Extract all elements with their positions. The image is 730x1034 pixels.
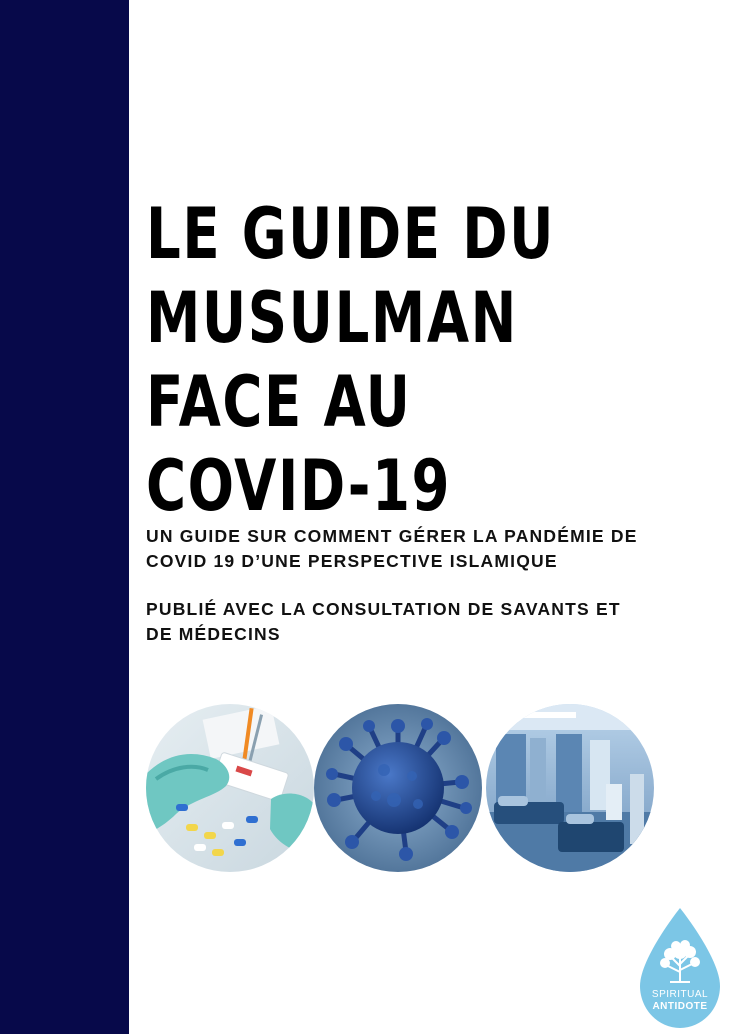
title-line-4: COVID-19 [146, 445, 452, 527]
lab-test-photo [146, 704, 314, 872]
consultation-line-1: PUBLIÉ AVEC LA CONSULTATION DE SAVANTS ET [146, 599, 621, 619]
logo-text-antidote: ANTIDOTE [652, 1001, 708, 1012]
title-line-1: LE GUIDE DU [146, 193, 556, 275]
cover-title [146, 192, 583, 528]
title-line-3: FACE AU [146, 361, 412, 443]
navy-side-bar [0, 0, 129, 1034]
subtitle-line-1: UN GUIDE SUR COMMENT GÉRER LA PANDÉMIE DE [146, 526, 638, 546]
logo-text-spiritual: SPIRITUAL [651, 989, 709, 1000]
title-line-2: MUSULMAN [146, 277, 518, 359]
spiritual-antidote-logo [636, 906, 724, 1030]
consultation-note [146, 597, 706, 647]
hospital-room-photo [486, 704, 654, 872]
virus-photo [314, 704, 482, 872]
subtitle-line-2: COVID 19 D’UNE PERSPECTIVE ISLAMIQUE [146, 551, 558, 571]
cover-subtitle [146, 524, 706, 574]
consultation-line-2: DE MÉDECINS [146, 624, 281, 644]
